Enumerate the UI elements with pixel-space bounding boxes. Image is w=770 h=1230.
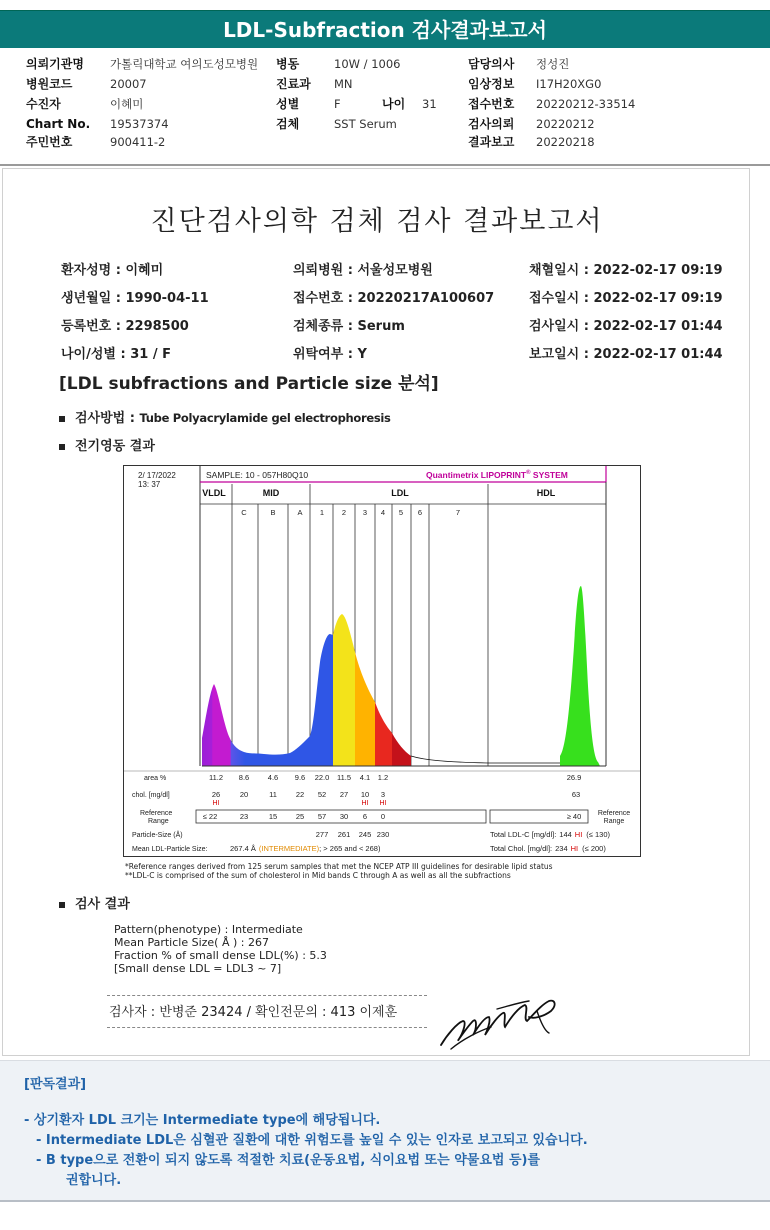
ref-cell: 23 xyxy=(239,812,249,821)
ps-cell: 261 xyxy=(337,830,351,839)
band-ldl3-peak xyxy=(375,702,392,766)
area-cell: 9.6 xyxy=(294,773,306,782)
info-key: 담당의사 xyxy=(468,57,515,71)
patient-field: 나이/성별 : 31 / F xyxy=(61,347,172,362)
bullet-dot-icon xyxy=(59,416,65,422)
row-label-area: area % xyxy=(144,775,167,782)
area-row xyxy=(209,773,581,782)
interpretation-line: - Intermediate LDL은 심혈관 질환에 대한 위험도를 높일 수 있는 인자로 보고되고 있습니다. xyxy=(36,1133,588,1148)
band-ldl: LDL xyxy=(391,488,409,498)
gel-sample: SAMPLE: 10 - 057H80Q10 xyxy=(206,470,309,480)
method-value: Tube Polyacrylamide gel electrophoresis xyxy=(139,411,391,425)
gel-brand-tail: SYSTEM xyxy=(530,470,568,480)
info-key: 진료과 xyxy=(276,77,311,91)
info-row-1 xyxy=(0,54,770,74)
chol-cell: 20 xyxy=(239,790,249,799)
request-info-block xyxy=(0,52,770,156)
patient-row-1 xyxy=(3,259,751,281)
band-mid: MID xyxy=(262,488,280,498)
sub-label: C xyxy=(241,508,247,517)
sub-label: 3 xyxy=(362,508,368,517)
total-ldl-value: 144 xyxy=(559,830,572,839)
bullet-dot-icon xyxy=(59,902,65,908)
sub-label: 1 xyxy=(319,508,325,517)
ref-cell: 0 xyxy=(380,812,386,821)
patient-field: 접수일시 : 2022-02-17 09:19 xyxy=(529,291,723,306)
info-value: 20220218 xyxy=(536,135,595,149)
section-title: [LDL subfractions and Particle size 분석] xyxy=(59,374,439,394)
chol-cell: 22 xyxy=(295,790,305,799)
info-key: 검사의뢰 xyxy=(468,117,515,131)
info-value: 이혜미 xyxy=(110,97,144,111)
total-chol-label: Total Chol. [mg/dl]: xyxy=(490,844,553,853)
area-cell: 22.0 xyxy=(314,773,330,782)
band-hdl: HDL xyxy=(536,488,556,498)
bullet-dot-icon xyxy=(59,444,65,450)
mean-ps-range: ; > 265 and < 268) xyxy=(319,844,381,853)
info-value: SST Serum xyxy=(334,117,397,131)
info-value: 정성진 xyxy=(536,57,570,71)
info-row-3 xyxy=(0,94,770,114)
patient-field: 검사일시 : 2022-02-17 01:44 xyxy=(529,319,723,334)
band-vldl: VLDL xyxy=(202,488,226,498)
total-chol-flag: HI xyxy=(570,844,579,853)
chol-cell: 11 xyxy=(269,790,277,799)
electro-bullet xyxy=(59,435,155,454)
patient-row-3 xyxy=(3,315,751,337)
info-divider xyxy=(0,164,770,166)
report-title: 진단검사의학 검체 검사 결과보고서 xyxy=(150,206,604,237)
band-ldl1-peak xyxy=(333,614,355,766)
info-value: 가톨릭대학교 여의도성모병원 xyxy=(110,57,259,71)
sub-band-labels xyxy=(241,508,460,517)
electrophoresis-chart xyxy=(123,465,641,857)
area-cell: 8.6 xyxy=(238,773,250,782)
signature-image xyxy=(433,987,573,1057)
info-value: 20220212 xyxy=(536,117,595,131)
patient-field: 접수번호 : 20220217A100607 xyxy=(293,291,495,306)
results-label: 검사 결과 xyxy=(75,897,130,912)
patient-field: 의뢰병원 : 서울성모병원 xyxy=(293,263,433,278)
signer-line: 검사자 : 반병준 23424 / 확인전문의 : 413 이제훈 xyxy=(109,1005,398,1020)
info-value: 19537374 xyxy=(110,117,169,131)
particle-size-row xyxy=(316,830,390,839)
info-value: 31 xyxy=(422,97,437,111)
ref-cell-hdl: ≥ 40 xyxy=(566,812,582,821)
chol-cell: 27 xyxy=(339,790,349,799)
ps-cell: 230 xyxy=(376,830,390,839)
hi-flag: HI xyxy=(361,800,369,807)
info-value: 20007 xyxy=(110,77,147,91)
info-key: 결과보고 xyxy=(468,135,515,149)
result-item: Fraction % of small dense LDL(%) : 5.3 xyxy=(114,949,327,962)
method-label: 검사방법 : xyxy=(75,411,140,426)
hi-flag-row xyxy=(213,800,387,807)
patient-row-2 xyxy=(3,287,751,309)
row-label-ref1: Reference xyxy=(140,810,173,817)
band-a-peak xyxy=(310,634,333,766)
ref-cell: 15 xyxy=(268,812,278,821)
info-row-2 xyxy=(0,74,770,94)
footnote: *Reference ranges derived from 125 serum samples that met the NCEP ATP III guidelines for desirable lipid status xyxy=(125,862,553,871)
total-ldl xyxy=(490,830,611,839)
interpretation-line: - B type으로 전환이 되지 않도록 적절한 치료(운동요법, 식이요법 또는 약물요법 등)를 xyxy=(36,1153,541,1168)
sub-label: A xyxy=(297,508,303,517)
band-mid-peak xyxy=(202,684,310,766)
sub-label: 7 xyxy=(455,508,461,517)
electrophoresis-svg xyxy=(124,466,641,857)
band-ldl4-peak xyxy=(392,733,411,766)
total-ldl-flag: HI xyxy=(574,830,583,839)
gel-brand-sup: ® xyxy=(526,470,531,476)
total-ldl-ref: (≤ 130) xyxy=(586,830,611,839)
area-cell: 4.6 xyxy=(267,773,279,782)
patient-field: 보고일시 : 2022-02-17 01:44 xyxy=(529,347,723,362)
info-value: 900411-2 xyxy=(110,135,166,149)
patient-field: 환자성명 : 이혜미 xyxy=(61,263,164,278)
info-key: Chart No. xyxy=(26,117,91,131)
sub-label: 2 xyxy=(341,508,347,517)
result-list xyxy=(114,923,327,975)
sub-label: 5 xyxy=(398,508,404,517)
patient-field: 위탁여부 : Y xyxy=(293,347,367,362)
bottom-divider xyxy=(0,1200,770,1202)
ref-cell: 30 xyxy=(339,812,349,821)
total-chol xyxy=(490,844,606,853)
gel-brand-name: Quantimetrix LIPOPRINT xyxy=(426,470,527,480)
info-key: 병원코드 xyxy=(26,77,73,91)
info-value: 20220212-33514 xyxy=(536,97,636,111)
ps-cell: 277 xyxy=(315,830,329,839)
method-bullet xyxy=(59,407,391,426)
chol-row xyxy=(212,790,580,799)
footnotes xyxy=(125,862,553,880)
sub-label: B xyxy=(270,508,276,517)
row-label-ps: Particle-Size (Å) xyxy=(132,832,183,839)
hi-flag: HI xyxy=(379,800,387,807)
patient-field: 등록번호 : 2298500 xyxy=(61,319,189,334)
ref-cell: 25 xyxy=(295,812,305,821)
gel-time: 13: 37 xyxy=(138,480,161,489)
band-ldl2-peak xyxy=(355,652,375,766)
sub-label: 4 xyxy=(380,508,386,517)
dash-line-bottom xyxy=(107,1027,427,1028)
chol-cell: 10 xyxy=(360,790,370,799)
footnote: **LDL-C is comprised of the sum of cholesterol in Mid bands C through A as well as all the subfractions xyxy=(125,871,511,880)
lab-report xyxy=(2,168,750,1056)
area-cell: 11.5 xyxy=(336,773,352,782)
info-key: 나이 xyxy=(382,97,406,111)
band-hdl-peak xyxy=(560,586,600,766)
row-label-ref2: Range xyxy=(148,818,169,825)
area-cell: 11.2 xyxy=(208,773,224,782)
total-chol-ref: (≤ 200) xyxy=(582,844,606,853)
ps-cell: 245 xyxy=(358,830,372,839)
info-value: MN xyxy=(334,77,353,91)
interpretation-line: - 상기환자 LDL 크기는 Intermediate type에 해당됩니다. xyxy=(24,1113,381,1128)
info-key: 병동 xyxy=(276,57,300,71)
interpretation-panel xyxy=(0,1060,770,1200)
info-value: I17H20XG0 xyxy=(536,77,602,91)
patient-row-4 xyxy=(3,343,751,365)
result-item: [Small dense LDL = LDL3 ~ 7] xyxy=(114,962,282,975)
info-key: 주민번호 xyxy=(26,135,73,149)
total-chol-value: 234 xyxy=(555,844,568,853)
info-key: 의뢰기관명 xyxy=(26,57,84,71)
ref-cell: ≤ 22 xyxy=(202,812,218,821)
ref-right-label xyxy=(598,810,630,825)
info-key: 검체 xyxy=(276,117,300,131)
info-key: 임상정보 xyxy=(468,77,515,91)
info-key: 수진자 xyxy=(26,97,61,111)
sub-label: 6 xyxy=(417,508,423,517)
ref-cell: 57 xyxy=(317,812,327,821)
hi-flag: HI xyxy=(212,800,220,807)
chol-cell-hdl: 63 xyxy=(571,790,581,799)
info-value: 10W / 1006 xyxy=(334,57,401,71)
result-item: Mean Particle Size( Å ) : 267 xyxy=(114,936,269,949)
mean-ps-value: 267.4 Å xyxy=(230,844,256,853)
gel-date: 2/ 17/2022 xyxy=(138,471,176,480)
patient-field: 검체종류 : Serum xyxy=(293,319,405,334)
ref-cell: 6 xyxy=(362,812,368,821)
result-item: Pattern(phenotype) : Intermediate xyxy=(114,923,303,936)
chol-cell: 52 xyxy=(317,790,327,799)
totals xyxy=(490,830,611,853)
results-bullet xyxy=(59,893,130,912)
info-row-5 xyxy=(0,132,770,152)
area-cell: 1.2 xyxy=(377,773,389,782)
row-label-mean: Mean LDL-Particle Size: xyxy=(132,846,208,853)
chol-cell: 26 xyxy=(211,790,221,799)
area-cell-hdl: 26.9 xyxy=(566,773,582,782)
interpretation-line: 권합니다. xyxy=(66,1173,122,1188)
chol-cell: 3 xyxy=(380,790,386,799)
report-header-title: LDL-Subfraction 검사결과보고서 xyxy=(0,10,770,48)
info-key: 접수번호 xyxy=(468,97,515,111)
dash-line-top xyxy=(107,995,427,996)
info-key: 성별 xyxy=(276,97,300,111)
patient-field: 생년월일 : 1990-04-11 xyxy=(61,291,209,306)
ref-right-2: Range xyxy=(603,818,625,825)
gel-brand xyxy=(426,469,568,480)
ref-right-1: Reference xyxy=(597,810,631,817)
row-label-chol: chol. [mg/dl] xyxy=(132,792,170,799)
interpretation-title: [판독결과] xyxy=(24,1077,87,1092)
total-ldl-label: Total LDL-C [mg/dl]: xyxy=(490,830,557,839)
mean-ps-tag: (INTERMEDIATE) xyxy=(258,844,320,853)
electro-label: 전기영동 결과 xyxy=(75,439,155,454)
ref-row xyxy=(203,812,582,821)
info-value: F xyxy=(334,97,341,111)
patient-field: 채혈일시 : 2022-02-17 09:19 xyxy=(529,263,723,278)
mean-ps-line xyxy=(230,844,381,853)
info-row-4 xyxy=(0,114,770,134)
area-cell: 4.1 xyxy=(359,773,371,782)
